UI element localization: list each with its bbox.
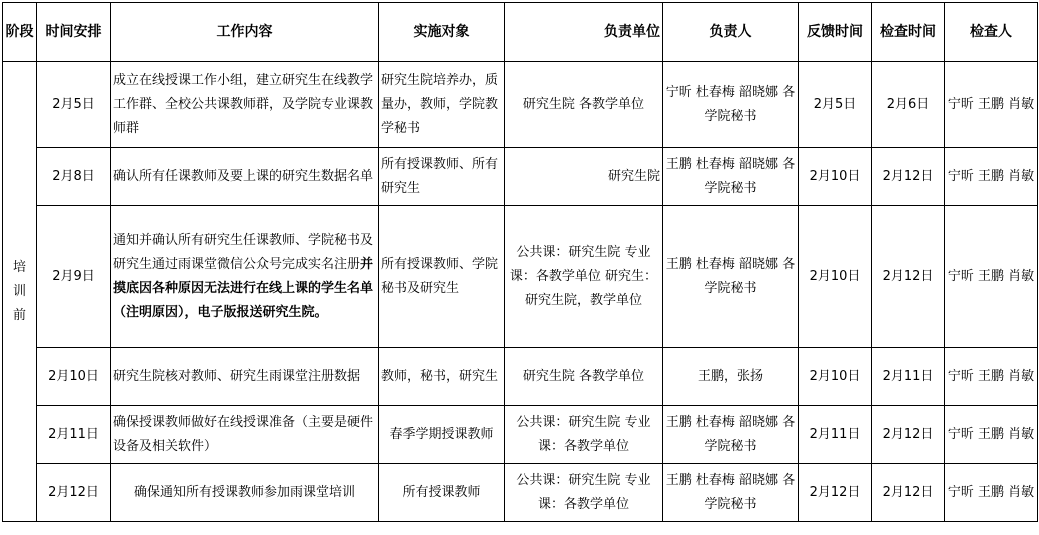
table-row [3, 406, 1038, 464]
header-content: 工作内容 [111, 3, 379, 62]
checker-cell: 宁昕 王鹏 肖敏 [945, 406, 1038, 464]
content-cell [111, 206, 379, 348]
time-cell: 2月10日 [37, 348, 111, 406]
unit-cell: 公共课：研究生院 专业课：各教学单位 研究生：研究生院，教学单位 [505, 206, 663, 348]
header-feedback: 反馈时间 [799, 3, 872, 62]
target-cell: 所有授课教师、学院秘书及研究生 [379, 206, 505, 348]
content-bold: 并摸底因各种原因无法进行在线上课的学生名单（注明原因），电子版报送研究生院。 [113, 256, 374, 320]
content-cell: 确保通知所有授课教师参加雨课堂培训 [111, 464, 379, 522]
stage-char: 培 [12, 259, 26, 275]
header-stage: 阶段 [3, 3, 37, 62]
table-row [3, 464, 1038, 522]
check-time-cell: 2月12日 [872, 206, 945, 348]
person-cell: 宁昕 杜春梅 韶晓娜 各学院秘书 [663, 62, 799, 148]
check-time-cell: 2月11日 [872, 348, 945, 406]
checker-cell: 宁昕 王鹏 肖敏 [945, 148, 1038, 206]
person-cell: 王鹏 杜春梅 韶晓娜 各学院秘书 [663, 464, 799, 522]
checker-cell: 宁昕 王鹏 肖敏 [945, 62, 1038, 148]
feedback-cell: 2月11日 [799, 406, 872, 464]
feedback-cell: 2月10日 [799, 148, 872, 206]
person-cell: 王鹏，张扬 [663, 348, 799, 406]
unit-cell: 公共课：研究生院 专业课：各教学单位 [505, 464, 663, 522]
time-cell: 2月12日 [37, 464, 111, 522]
check-time-cell: 2月6日 [872, 62, 945, 148]
target-cell: 春季学期授课教师 [379, 406, 505, 464]
table-row [3, 348, 1038, 406]
time-cell: 2月9日 [37, 206, 111, 348]
header-target: 实施对象 [379, 3, 505, 62]
time-cell: 2月11日 [37, 406, 111, 464]
person-cell: 王鹏 杜春梅 韶晓娜 各学院秘书 [663, 206, 799, 348]
stage-char: 前 [12, 307, 26, 323]
stage-cell [3, 62, 37, 522]
check-time-cell: 2月12日 [872, 148, 945, 206]
header-check-time: 检查时间 [872, 3, 945, 62]
unit-cell: 公共课：研究生院 专业课：各教学单位 [505, 406, 663, 464]
checker-cell: 宁昕 王鹏 肖敏 [945, 206, 1038, 348]
content-cell: 确认所有任课教师及要上课的研究生数据名单 [111, 148, 379, 206]
feedback-cell: 2月12日 [799, 464, 872, 522]
target-cell: 所有授课教师 [379, 464, 505, 522]
header-person: 负责人 [663, 3, 799, 62]
schedule-table [2, 2, 1038, 522]
time-cell: 2月5日 [37, 62, 111, 148]
time-cell: 2月8日 [37, 148, 111, 206]
person-cell: 王鹏 杜春梅 韶晓娜 各学院秘书 [663, 406, 799, 464]
table-row [3, 148, 1038, 206]
unit-cell: 研究生院 各教学单位 [505, 62, 663, 148]
target-cell: 教师，秘书，研究生 [379, 348, 505, 406]
check-time-cell: 2月12日 [872, 464, 945, 522]
content-cell: 研究生院核对教师、研究生雨课堂注册数据 [111, 348, 379, 406]
unit-cell: 研究生院 [505, 148, 663, 206]
content-cell: 成立在线授课工作小组，建立研究生在线教学工作群、全校公共课教师群，及学院专业课教师群 [111, 62, 379, 148]
header-checker: 检查人 [945, 3, 1038, 62]
content-cell: 确保授课教师做好在线授课准备（主要是硬件设备及相关软件） [111, 406, 379, 464]
table-row [3, 62, 1038, 148]
header-row [3, 3, 1038, 62]
feedback-cell: 2月5日 [799, 62, 872, 148]
target-cell: 所有授课教师、所有研究生 [379, 148, 505, 206]
stage-char: 训 [12, 283, 26, 299]
target-cell: 研究生院培养办，质量办，教师，学院教学秘书 [379, 62, 505, 148]
table-row [3, 206, 1038, 348]
header-time: 时间安排 [37, 3, 111, 62]
content-plain: 通知并确认所有研究生任课教师、学院秘书及研究生通过雨课堂微信公众号完成实名注册 [113, 232, 374, 272]
person-cell: 王鹏 杜春梅 韶晓娜 各学院秘书 [663, 148, 799, 206]
feedback-cell: 2月10日 [799, 206, 872, 348]
checker-cell: 宁昕 王鹏 肖敏 [945, 464, 1038, 522]
checker-cell: 宁昕 王鹏 肖敏 [945, 348, 1038, 406]
unit-cell: 研究生院 各教学单位 [505, 348, 663, 406]
header-unit: 负责单位 [505, 3, 663, 62]
feedback-cell: 2月10日 [799, 348, 872, 406]
check-time-cell: 2月12日 [872, 406, 945, 464]
